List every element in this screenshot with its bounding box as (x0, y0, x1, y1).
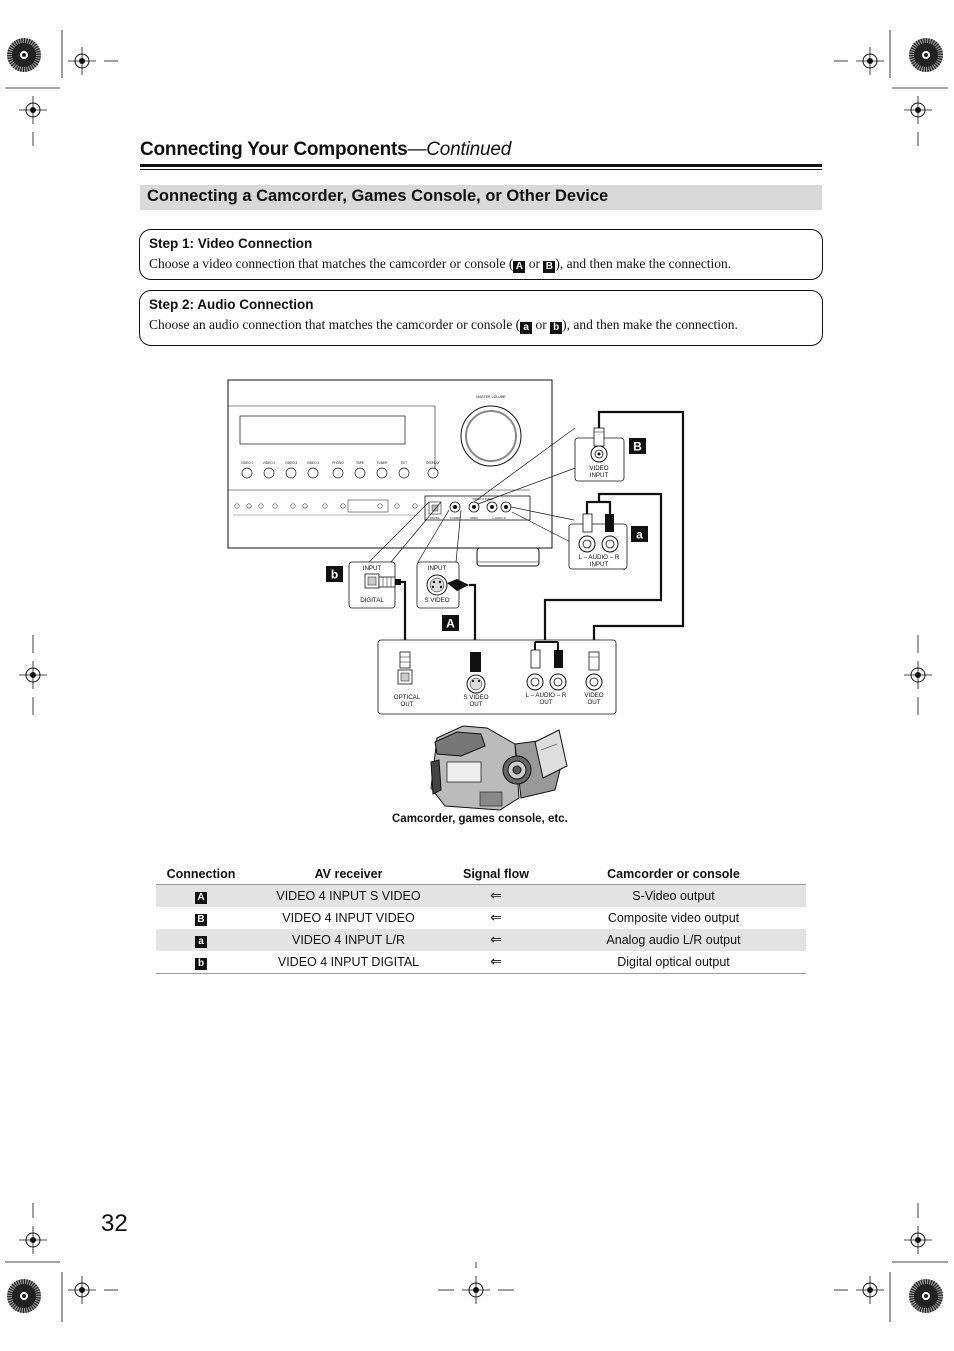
receiver-svideo-label: S VIDEO (449, 517, 461, 520)
camcorder-illustration (431, 726, 567, 810)
header-title-text: Connecting Your Components (140, 139, 408, 160)
step-1-box (139, 229, 823, 280)
label-display: DISPLAY (426, 461, 440, 465)
table-header-row (156, 865, 806, 885)
svideo-input-jack (417, 562, 469, 608)
step-1-or: or (525, 256, 544, 271)
callout-a (631, 526, 648, 542)
step-2-or: or (532, 317, 551, 332)
connection-badge: A (195, 892, 207, 904)
video-input-jack (575, 428, 624, 481)
svideo-jack-bottom-label: S VIDEO (424, 597, 450, 604)
table-row (156, 885, 806, 908)
header-rule-thin (140, 169, 822, 170)
connection-badge: B (195, 914, 207, 926)
optical-out-label-2: OUT (400, 701, 414, 708)
video-out-label-2: OUT (587, 699, 601, 706)
receiver-audio-label: L-AUDIO-R (492, 517, 506, 520)
connection-badge: b (195, 958, 207, 970)
digital-jack-bottom-label: DIGITAL (360, 597, 384, 604)
av-receiver-front-panel (228, 380, 552, 566)
col-header-receiver: AV receiver (246, 865, 451, 885)
device-cell: S-Video output (541, 885, 806, 908)
step-2-title: Step 2: Audio Connection (149, 297, 314, 312)
svideo-jack-top-label: INPUT (427, 565, 447, 572)
callout-A (442, 615, 459, 631)
label-tuner: TUNER (376, 461, 388, 465)
video-input-label-2: INPUT (589, 472, 609, 479)
callout-B-text: B (633, 439, 642, 454)
callout-b-text: b (330, 567, 339, 582)
connection-badge: a (195, 936, 207, 948)
audio-input-label-2: INPUT (589, 561, 609, 568)
page-number: 32 (101, 1210, 128, 1237)
receiver-cell: VIDEO 4 INPUT L/R (246, 929, 451, 951)
svideo-out-label-1: S VIDEO (463, 694, 489, 701)
diagram-caption: Camcorder, games console, etc. (392, 813, 568, 825)
mark-B-badge: B (543, 261, 555, 273)
video-out-label-1: VIDEO (584, 692, 604, 699)
mark-A-badge: A (513, 261, 525, 273)
mark-a-badge: a (520, 322, 532, 334)
col-header-flow: Signal flow (451, 865, 541, 885)
signal-flow-arrow: ⇐ (451, 951, 541, 974)
svideo-out-label-2: OUT (469, 701, 483, 708)
receiver-digital-label: DIGITAL (430, 517, 440, 520)
step-1-text-a: Choose a video connection that matches the camcorder or console ( (149, 256, 514, 271)
signal-flow-arrow: ⇐ (451, 929, 541, 951)
device-cell: Digital optical output (541, 951, 806, 974)
label-ext: EXT (400, 461, 408, 465)
step-1-title: Step 1: Video Connection (149, 236, 313, 251)
step-2-text (149, 317, 738, 334)
header-continued-text: —Continued (407, 139, 512, 160)
callout-A-text: A (446, 616, 455, 631)
receiver-video4-input-label: VIDEO 4 INPUT (472, 497, 494, 501)
digital-input-jack (349, 562, 401, 608)
step-1-text-b: ), and then make the connection. (555, 256, 732, 271)
receiver-cell: VIDEO 4 INPUT S VIDEO (246, 885, 451, 908)
col-header-connection: Connection (156, 865, 246, 885)
col-header-device: Camcorder or console (541, 865, 806, 885)
callout-B (629, 438, 646, 454)
label-phono: PHONO (332, 461, 344, 465)
device-cell: Analog audio L/R output (541, 929, 806, 951)
connection-table (156, 865, 806, 974)
header-rule-thick (140, 164, 822, 167)
table-row (156, 951, 806, 974)
audio-input-label-1: L – AUDIO – R (578, 554, 620, 561)
callout-a-text: a (636, 527, 643, 542)
table-row (156, 929, 806, 951)
section-title: Connecting a Camcorder, Games Console, or Other Device (147, 187, 609, 205)
callout-b (326, 566, 343, 582)
label-tape: TAPE (355, 461, 365, 465)
camcorder-output-panel (378, 640, 616, 714)
label-video1: VIDEO 1 (240, 461, 254, 465)
receiver-cell: VIDEO 4 INPUT DIGITAL (246, 951, 451, 974)
step-2-box (139, 290, 823, 346)
receiver-video-label: VIDEO (469, 517, 479, 520)
optical-out-label-1: OPTICAL (393, 694, 421, 701)
step-1-text (149, 256, 731, 273)
mark-b-badge: b (550, 322, 562, 334)
device-cell: Composite video output (607, 911, 740, 925)
master-volume-label: MASTER VOLUME (476, 395, 506, 399)
audio-out-label-1: L – AUDIO – R (525, 692, 567, 699)
step-2-text-b: ), and then make the connection. (562, 317, 738, 332)
digital-jack-top-label: INPUT (362, 565, 382, 572)
label-video2: VIDEO 2 (262, 461, 276, 465)
page-header-title (140, 139, 511, 161)
label-video3: VIDEO 3 (284, 461, 298, 465)
audio-input-jack (569, 514, 627, 569)
step-2-text-a: Choose an audio connection that matches the camcorder or console ( (149, 317, 521, 332)
connection-cell (156, 885, 246, 908)
audio-out-label-2: OUT (539, 699, 553, 706)
signal-flow-arrow: ⇐ (451, 885, 541, 908)
connection-diagram (225, 378, 695, 838)
connection-cell (156, 907, 246, 929)
connection-cell (156, 929, 246, 951)
label-video4: VIDEO 4 (306, 461, 320, 465)
receiver-cell: VIDEO 4 INPUT VIDEO (282, 911, 415, 925)
connection-cell (156, 951, 246, 974)
table-row (156, 907, 806, 929)
signal-flow-arrow: ⇐ (490, 910, 502, 926)
video-input-label-1: VIDEO (589, 465, 609, 472)
